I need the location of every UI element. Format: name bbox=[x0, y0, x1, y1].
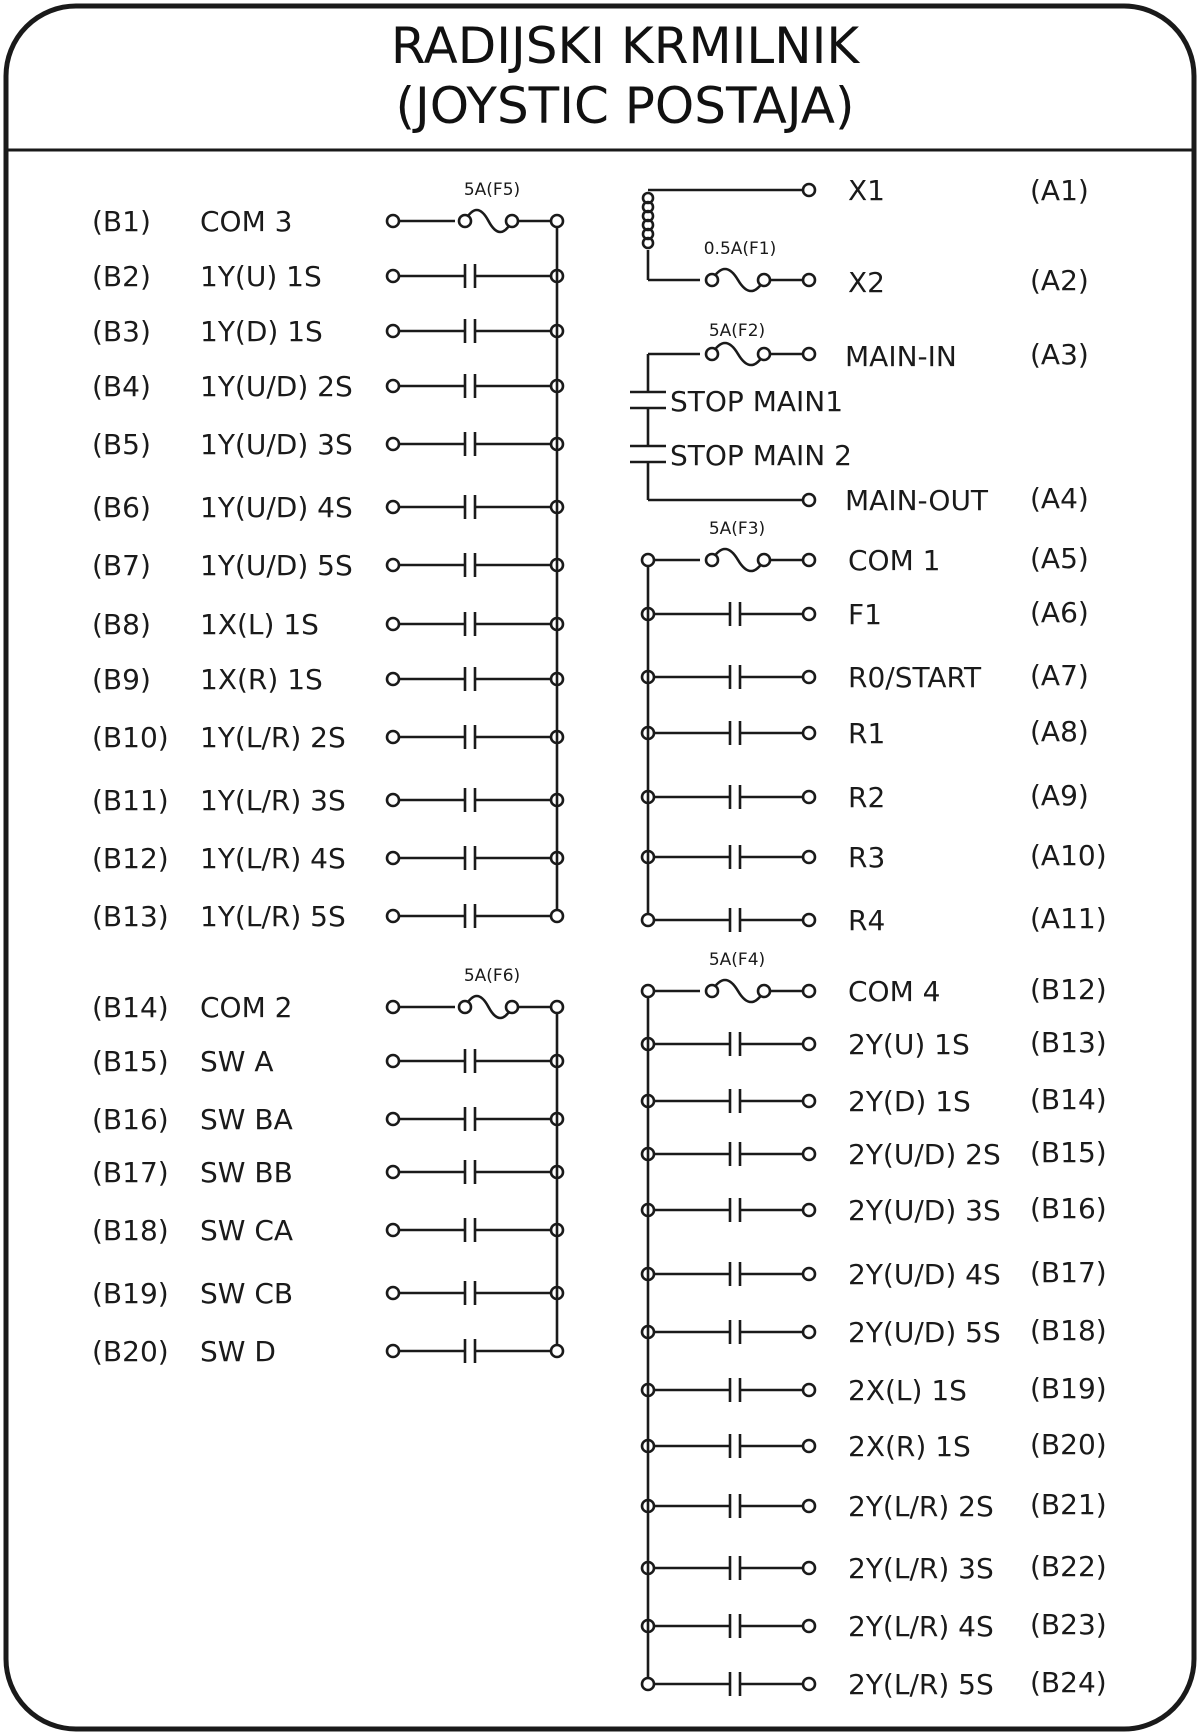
pin-label: (B23) bbox=[1030, 1608, 1107, 1641]
terminal-label: COM 3 bbox=[200, 205, 293, 238]
terminal-node bbox=[803, 851, 815, 863]
terminal-label: R4 bbox=[848, 904, 886, 937]
terminal-label: SW CB bbox=[200, 1277, 294, 1310]
pin-label: (B11) bbox=[92, 784, 169, 817]
terminal-node bbox=[803, 1384, 815, 1396]
fuse-end-node bbox=[506, 215, 518, 227]
terminal-node bbox=[387, 1001, 399, 1013]
terminal-label: 1Y(U/D) 3S bbox=[200, 428, 353, 461]
terminal-node bbox=[803, 1326, 815, 1338]
terminal-node bbox=[387, 1166, 399, 1178]
terminal-node bbox=[387, 731, 399, 743]
pin-label: (A4) bbox=[1030, 482, 1089, 515]
terminal-node bbox=[387, 1287, 399, 1299]
fuse-end-node bbox=[758, 985, 770, 997]
bus-node bbox=[642, 914, 654, 926]
pin-label: (B3) bbox=[92, 315, 151, 348]
terminal-label: 2X(R) 1S bbox=[848, 1430, 971, 1463]
pin-label: (B9) bbox=[92, 663, 151, 696]
outer-frame bbox=[6, 6, 1194, 1729]
terminal-node bbox=[387, 215, 399, 227]
terminal-label: COM 4 bbox=[848, 975, 941, 1008]
terminal-label: R2 bbox=[848, 781, 886, 814]
terminal-node bbox=[803, 791, 815, 803]
fuse-end-node bbox=[758, 274, 770, 286]
terminal-label: SW CA bbox=[200, 1214, 294, 1247]
terminal-label: SW D bbox=[200, 1335, 276, 1368]
terminal-label: 2Y(U/D) 4S bbox=[848, 1258, 1001, 1291]
stop-main-2-label: STOP MAIN 2 bbox=[670, 439, 852, 472]
terminal-node bbox=[387, 380, 399, 392]
fuse-rating-f6: 5A(F6) bbox=[463, 966, 521, 986]
terminal-node bbox=[803, 1204, 815, 1216]
pin-label: (A7) bbox=[1030, 659, 1089, 692]
terminal-node bbox=[803, 1095, 815, 1107]
fuse-end-node bbox=[459, 215, 471, 227]
terminal-node bbox=[803, 1440, 815, 1452]
pin-label: (B16) bbox=[1030, 1192, 1107, 1225]
title-line-2: (JOYSTIC POSTAJA) bbox=[395, 77, 855, 135]
terminal-node bbox=[387, 618, 399, 630]
terminal-label: 1Y(L/R) 5S bbox=[200, 900, 346, 933]
terminal-label: 1Y(U) 1S bbox=[200, 260, 322, 293]
terminal-label: 1Y(U/D) 5S bbox=[200, 549, 353, 582]
terminal-node bbox=[803, 914, 815, 926]
pin-label: (B2) bbox=[92, 260, 151, 293]
bus-node bbox=[551, 910, 563, 922]
terminal-label: SW BA bbox=[200, 1103, 293, 1136]
pin-label: (B21) bbox=[1030, 1488, 1107, 1521]
pin-label: (A2) bbox=[1030, 264, 1089, 297]
pin-label: (B19) bbox=[1030, 1372, 1107, 1405]
terminal-label: 1Y(L/R) 3S bbox=[200, 784, 346, 817]
pin-label: (B20) bbox=[1030, 1428, 1107, 1461]
pin-label: (B15) bbox=[1030, 1136, 1107, 1169]
pin-label: (B19) bbox=[92, 1277, 169, 1310]
pin-label: (A10) bbox=[1030, 839, 1107, 872]
fuse-end-node bbox=[758, 348, 770, 360]
terminal-node bbox=[387, 270, 399, 282]
terminal-label: 2Y(U/D) 2S bbox=[848, 1138, 1001, 1171]
stop-main-1-label: STOP MAIN1 bbox=[670, 385, 844, 418]
bus-node bbox=[551, 1001, 563, 1013]
terminal-node bbox=[803, 1038, 815, 1050]
pin-label: (B14) bbox=[92, 991, 169, 1024]
fuse-rating-f4: 5A(F4) bbox=[708, 950, 766, 970]
terminal-label: 2X(L) 1S bbox=[848, 1374, 967, 1407]
pin-label: (B1) bbox=[92, 205, 151, 238]
terminal-node bbox=[387, 910, 399, 922]
pin-label: (B4) bbox=[92, 370, 151, 403]
terminal-label: 2Y(L/R) 2S bbox=[848, 1490, 994, 1523]
pin-label: (B13) bbox=[1030, 1026, 1107, 1059]
pin-label: (B5) bbox=[92, 428, 151, 461]
terminal-node bbox=[803, 494, 815, 506]
terminal-node bbox=[803, 554, 815, 566]
terminal-node bbox=[387, 1055, 399, 1067]
bus-node bbox=[551, 1345, 563, 1357]
terminal-label: 2Y(L/R) 3S bbox=[848, 1552, 994, 1585]
fuse-end-node bbox=[459, 1001, 471, 1013]
pin-label: (A11) bbox=[1030, 902, 1107, 935]
terminal-label: R0/START bbox=[848, 661, 982, 694]
bus-node bbox=[642, 985, 654, 997]
pin-label: (B13) bbox=[92, 900, 169, 933]
fuse-end-node bbox=[706, 554, 718, 566]
fuse-rating-f2: 5A(F2) bbox=[708, 321, 766, 341]
pin-label: (B18) bbox=[92, 1214, 169, 1247]
terminal-label: 1Y(U/D) 4S bbox=[200, 491, 353, 524]
terminal-node bbox=[803, 608, 815, 620]
terminal-label: SW A bbox=[200, 1045, 274, 1078]
terminal-node bbox=[387, 501, 399, 513]
terminal-node bbox=[803, 671, 815, 683]
pin-label: (A3) bbox=[1030, 338, 1089, 371]
terminal-node bbox=[387, 438, 399, 450]
terminal-label: 1Y(L/R) 4S bbox=[200, 842, 346, 875]
bus-node bbox=[642, 1678, 654, 1690]
title-line-1: RADIJSKI KRMILNIK bbox=[390, 17, 860, 75]
pin-label: (B6) bbox=[92, 491, 151, 524]
terminal-node bbox=[387, 559, 399, 571]
pin-label: (A9) bbox=[1030, 779, 1089, 812]
terminal-node bbox=[803, 1562, 815, 1574]
terminal-node bbox=[387, 794, 399, 806]
pin-label: (B14) bbox=[1030, 1083, 1107, 1116]
terminal-node bbox=[803, 727, 815, 739]
terminal-label: 1Y(L/R) 2S bbox=[200, 721, 346, 754]
terminal-node bbox=[803, 985, 815, 997]
pin-label: (B10) bbox=[92, 721, 169, 754]
terminal-node bbox=[387, 852, 399, 864]
terminal-label: 2Y(U/D) 3S bbox=[848, 1194, 1001, 1227]
terminal-node bbox=[803, 1620, 815, 1632]
terminal-label: 2Y(L/R) 4S bbox=[848, 1610, 994, 1643]
terminal-node bbox=[387, 1113, 399, 1125]
terminal-label: X1 bbox=[848, 174, 885, 207]
pin-label: (B24) bbox=[1030, 1666, 1107, 1699]
pin-label: (A6) bbox=[1030, 596, 1089, 629]
terminal-label: 1X(R) 1S bbox=[200, 663, 323, 696]
fuse-end-node bbox=[758, 554, 770, 566]
fuse-rating-f1: 0.5A(F1) bbox=[703, 239, 777, 259]
terminal-label: MAIN-IN bbox=[845, 340, 957, 373]
terminal-label: 2Y(D) 1S bbox=[848, 1085, 971, 1118]
pin-label: (B17) bbox=[92, 1156, 169, 1189]
pin-label: (B16) bbox=[92, 1103, 169, 1136]
fuse-rating-f5: 5A(F5) bbox=[463, 180, 521, 200]
terminal-label: X2 bbox=[848, 266, 885, 299]
terminal-node bbox=[387, 1345, 399, 1357]
pin-label: (A5) bbox=[1030, 542, 1089, 575]
bus-node bbox=[551, 215, 563, 227]
pin-label: (A1) bbox=[1030, 174, 1089, 207]
pin-label: (B20) bbox=[92, 1335, 169, 1368]
terminal-label: 1Y(D) 1S bbox=[200, 315, 323, 348]
terminal-label: SW BB bbox=[200, 1156, 293, 1189]
fuse-end-node bbox=[706, 985, 718, 997]
terminal-label: COM 2 bbox=[200, 991, 293, 1024]
pin-label: (B22) bbox=[1030, 1550, 1107, 1583]
terminal-node bbox=[803, 274, 815, 286]
terminal-label: R1 bbox=[848, 717, 886, 750]
terminal-node bbox=[803, 1148, 815, 1160]
terminal-label: R3 bbox=[848, 841, 886, 874]
terminal-label: COM 1 bbox=[848, 544, 941, 577]
fuse-end-node bbox=[706, 274, 718, 286]
fuse-end-node bbox=[706, 348, 718, 360]
terminal-label: 1Y(U/D) 2S bbox=[200, 370, 353, 403]
terminal-node bbox=[803, 1268, 815, 1280]
pin-label: (A8) bbox=[1030, 715, 1089, 748]
pin-label: (B15) bbox=[92, 1045, 169, 1078]
bus-node bbox=[642, 554, 654, 566]
terminal-label: 2Y(U/D) 5S bbox=[848, 1316, 1001, 1349]
pin-label: (B8) bbox=[92, 608, 151, 641]
terminal-node bbox=[387, 1224, 399, 1236]
terminal-node bbox=[803, 1678, 815, 1690]
terminal-label: F1 bbox=[848, 598, 882, 631]
terminal-label: 2Y(U) 1S bbox=[848, 1028, 970, 1061]
terminal-node bbox=[803, 184, 815, 196]
terminal-node bbox=[803, 1500, 815, 1512]
terminal-label: 1X(L) 1S bbox=[200, 608, 319, 641]
pin-label: (B18) bbox=[1030, 1314, 1107, 1347]
pin-label: (B12) bbox=[1030, 973, 1107, 1006]
pin-label: (B7) bbox=[92, 549, 151, 582]
fuse-end-node bbox=[506, 1001, 518, 1013]
terminal-label: MAIN-OUT bbox=[845, 484, 989, 517]
terminal-node bbox=[387, 673, 399, 685]
terminal-node bbox=[803, 348, 815, 360]
fuse-rating-f3: 5A(F3) bbox=[708, 519, 766, 539]
terminal-node bbox=[387, 325, 399, 337]
terminal-label: 2Y(L/R) 5S bbox=[848, 1668, 994, 1701]
pin-label: (B17) bbox=[1030, 1256, 1107, 1289]
pin-label: (B12) bbox=[92, 842, 169, 875]
